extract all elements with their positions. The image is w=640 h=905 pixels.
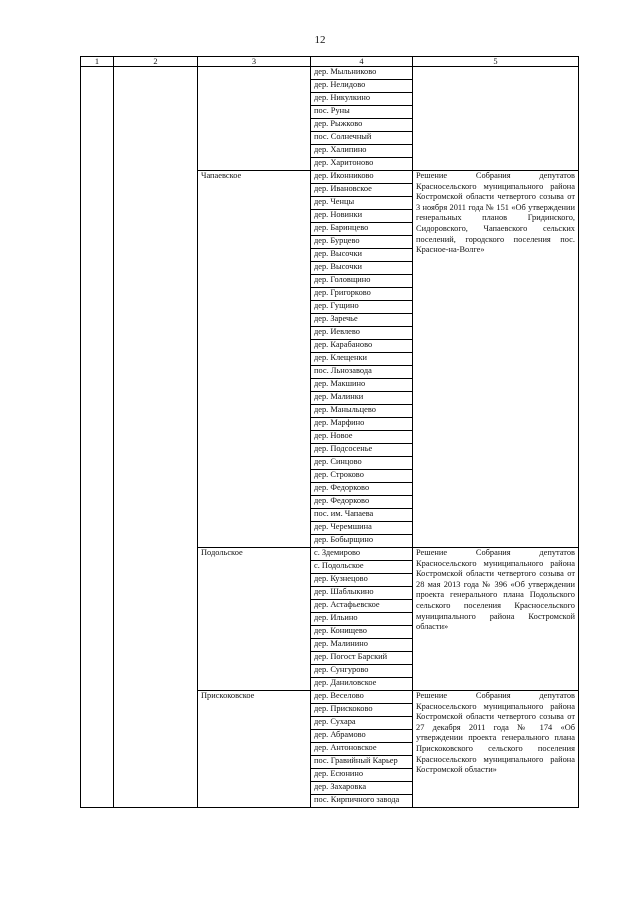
- settlement-cell: дер. Головщино: [311, 275, 413, 288]
- decision-cell: Решение Собрания депутатов Красносельского муниципального района Костромской области четвертого созыва от 3 ноября 2011 года № 151 «Об утверждении генеральных планов Гридинского, Сидоровского, Чапаевского сельских поселений, городского поселения пос. Красное-на-Волге»: [413, 171, 579, 548]
- settlement-cell: дер. Халипино: [311, 145, 413, 158]
- column-header-3: 3: [198, 57, 311, 67]
- rural-settlement-name: Чапаевское: [198, 171, 311, 548]
- page-number: 12: [314, 34, 326, 46]
- table-header-row: [81, 57, 579, 67]
- settlement-cell: дер. Новое: [311, 431, 413, 444]
- rural-settlement-name: Прискоковское: [198, 691, 311, 808]
- settlement-cell: дер. Федорково: [311, 496, 413, 509]
- decision-cell: Решение Собрания депутатов Красносельского муниципального района Костромской области четвертого созыва от 27 декабря 2011 года № 174 «Об утверждении проекта генерального плана Прискоковского сельского поселения Красносельского муниципального района Костромской области»: [413, 691, 579, 808]
- settlement-cell: дер. Харитоново: [311, 158, 413, 171]
- settlement-cell: дер. Рыжково: [311, 119, 413, 132]
- settlement-cell: дер. Баринцево: [311, 223, 413, 236]
- settlement-cell: дер. Шаблыкино: [311, 587, 413, 600]
- rural-settlement-name: Подольское: [198, 548, 311, 691]
- column-header-2: 2: [114, 57, 198, 67]
- settlement-cell: дер. Малинино: [311, 639, 413, 652]
- settlement-cell: с. Подольское: [311, 561, 413, 574]
- settlement-cell: дер. Иевлево: [311, 327, 413, 340]
- settlement-cell: дер. Макшино: [311, 379, 413, 392]
- settlement-cell: дер. Нелидово: [311, 80, 413, 93]
- settlement-cell: дер. Марфино: [311, 418, 413, 431]
- settlement-cell: дер. Высочки: [311, 249, 413, 262]
- settlement-cell: пос. Руны: [311, 106, 413, 119]
- settlement-cell: дер. Ченцы: [311, 197, 413, 210]
- settlement-cell: дер. Григорково: [311, 288, 413, 301]
- settlement-cell: дер. Подсосенье: [311, 444, 413, 457]
- settlement-cell: дер. Ивановское: [311, 184, 413, 197]
- decision-cell: Решение Собрания депутатов Красносельского муниципального района Костромской области четвертого созыва от 28 мая 2013 года № 396 «Об утверждении проекта генерального плана Подольского сельского поселения Красносельского муниципального района Костромской области»: [413, 548, 579, 691]
- decision-cell: [413, 67, 579, 171]
- settlement-cell: дер. Бурцево: [311, 236, 413, 249]
- column-header-1: 1: [81, 57, 114, 67]
- column-2-cell: [114, 67, 198, 808]
- settlement-cell: дер. Сухара: [311, 717, 413, 730]
- settlement-cell: дер. Даниловское: [311, 678, 413, 691]
- settlement-cell: дер. Мыльниково: [311, 67, 413, 80]
- settlement-cell: дер. Антоновское: [311, 743, 413, 756]
- settlement-cell: дер. Федорково: [311, 483, 413, 496]
- settlements-table: [80, 56, 579, 808]
- settlement-cell: дер. Абрамово: [311, 730, 413, 743]
- settlement-cell: пос. Кирпичного завода: [311, 795, 413, 808]
- settlement-cell: дер. Астафьевское: [311, 600, 413, 613]
- settlement-cell: дер. Веселово: [311, 691, 413, 704]
- settlement-cell: дер. Сунгурово: [311, 665, 413, 678]
- settlement-cell: пос. Гравийный Карьер: [311, 756, 413, 769]
- settlement-cell: дер. Никулкино: [311, 93, 413, 106]
- settlement-cell: дер. Кузнецово: [311, 574, 413, 587]
- settlement-cell: дер. Строково: [311, 470, 413, 483]
- settlement-cell: дер. Конищево: [311, 626, 413, 639]
- settlement-cell: дер. Бобырщино: [311, 535, 413, 548]
- settlement-cell: дер. Карабаново: [311, 340, 413, 353]
- settlement-cell: дер. Иконниково: [311, 171, 413, 184]
- settlement-cell: дер. Малинки: [311, 392, 413, 405]
- settlement-cell: дер. Заречье: [311, 314, 413, 327]
- column-header-4: 4: [311, 57, 413, 67]
- column-header-5: 5: [413, 57, 579, 67]
- settlement-cell: дер. Гущино: [311, 301, 413, 314]
- settlement-cell: дер. Высочки: [311, 262, 413, 275]
- settlement-cell: дер. Маныльцево: [311, 405, 413, 418]
- settlement-cell: дер. Синцово: [311, 457, 413, 470]
- settlement-cell: с. Здемирово: [311, 548, 413, 561]
- settlement-cell: дер. Новинки: [311, 210, 413, 223]
- settlement-cell: дер. Есюнино: [311, 769, 413, 782]
- column-1-cell: [81, 67, 114, 808]
- settlement-cell: дер. Погост Барский: [311, 652, 413, 665]
- table-body: [81, 57, 579, 808]
- rural-settlement-name: [198, 67, 311, 171]
- settlement-cell: пос. Солнечный: [311, 132, 413, 145]
- settlement-cell: пос. им. Чапаева: [311, 509, 413, 522]
- settlement-cell: дер. Ильино: [311, 613, 413, 626]
- settlement-cell: дер. Клещенки: [311, 353, 413, 366]
- settlement-cell: дер. Черемшина: [311, 522, 413, 535]
- table-row: [81, 67, 579, 80]
- settlement-cell: пос. Льнозавода: [311, 366, 413, 379]
- settlement-cell: дер. Захаровка: [311, 782, 413, 795]
- settlement-cell: дер. Прискоково: [311, 704, 413, 717]
